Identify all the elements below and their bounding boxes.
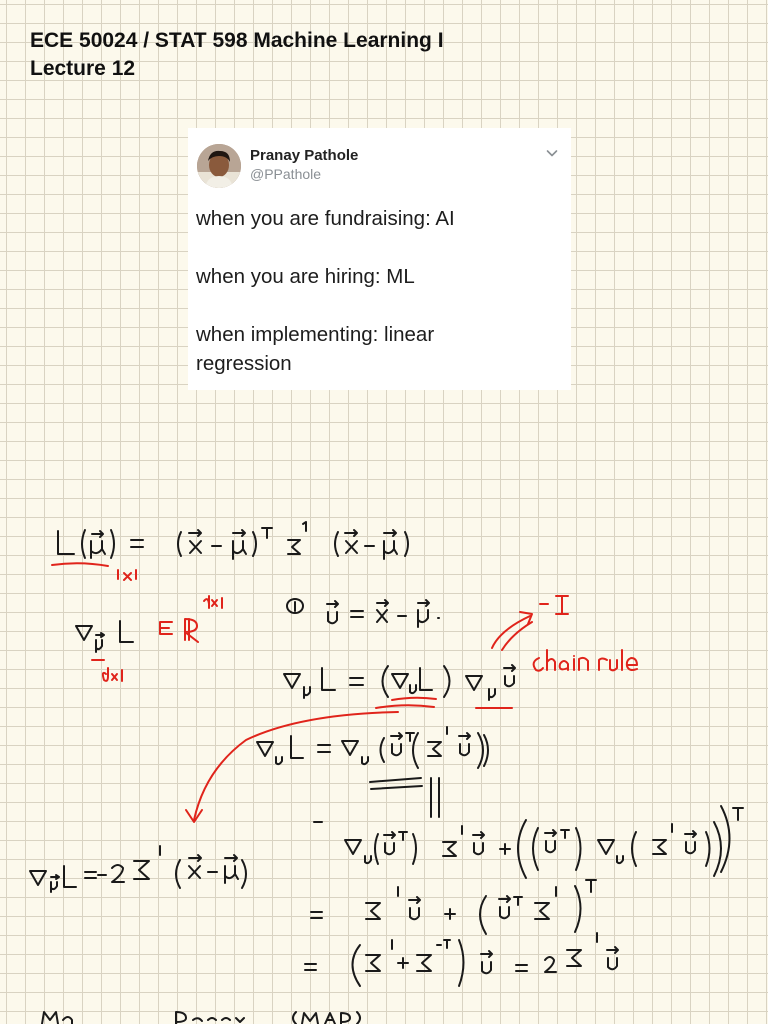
- red-ink-strokes: [52, 563, 637, 822]
- underline-loss: [52, 563, 108, 566]
- result-line: [30, 846, 246, 892]
- product-rule-line: [314, 806, 743, 878]
- arrow-to-result: [194, 712, 398, 820]
- identity-note: [540, 596, 568, 614]
- simplify-line-2: [305, 933, 618, 986]
- real-space-symbol: [160, 596, 222, 642]
- lecture-number: Lecture 12: [30, 57, 136, 80]
- tweet-author-handle[interactable]: @PPathole: [250, 166, 322, 182]
- substitution: [287, 599, 439, 627]
- course-title: ECE 50024 / STAT 598 Machine Learning I: [30, 29, 444, 52]
- loss-definition: [58, 522, 408, 559]
- dim-label-dx1: [92, 660, 122, 681]
- bottom-partial-text: [42, 1012, 360, 1024]
- tweet-line-1: when you are fundraising: AI: [196, 207, 455, 230]
- tweet-line-4: regression: [196, 352, 292, 375]
- tweet-author-name[interactable]: Pranay Pathole: [250, 147, 359, 164]
- simplify-line-1: [311, 880, 596, 934]
- dim-label-1x1: [118, 570, 136, 580]
- tweet-line-2: when you are hiring: ML: [196, 265, 415, 288]
- arrow-to-identity: [492, 616, 530, 648]
- black-ink-strokes: [30, 522, 743, 1024]
- grad-u-line: [257, 727, 488, 817]
- gradient-mu-l: [76, 621, 133, 652]
- chain-rule-note: [534, 650, 637, 671]
- underline-grad-u: [392, 698, 436, 700]
- chain-rule-line: [284, 665, 515, 700]
- tweet-line-3: when implementing: linear: [196, 323, 435, 346]
